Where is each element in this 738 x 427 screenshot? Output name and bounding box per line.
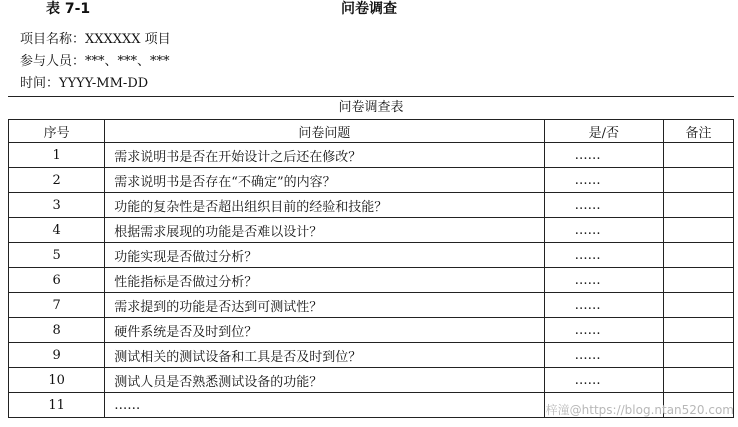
- row-question: 根据需求展现的功能是否难以设计？: [105, 218, 544, 243]
- column-header-yes-no: 是/否: [544, 120, 663, 143]
- project-value: XXXXXX 项目: [85, 32, 171, 47]
- participants-value: ***、***、***: [85, 54, 170, 69]
- row-note: [664, 318, 734, 343]
- table-row: [9, 293, 734, 318]
- row-note: [664, 268, 734, 293]
- header: [0, 0, 738, 22]
- row-question: 功能实现是否做过分析？: [105, 243, 544, 268]
- row-question: 需求提到的功能是否达到可测试性？: [105, 293, 544, 318]
- row-number: 2: [9, 168, 105, 193]
- row-number: 3: [9, 193, 105, 218]
- time-label: 时间：: [20, 76, 60, 91]
- row-answer: ……: [544, 243, 663, 268]
- row-number: 10: [9, 368, 105, 393]
- row-question: 硬件系统是否及时到位？: [105, 318, 544, 343]
- row-number: 1: [9, 143, 105, 168]
- row-note: [664, 193, 734, 218]
- row-question: 需求说明书是否在开始设计之后还在修改？: [105, 143, 544, 168]
- row-note: [664, 368, 734, 393]
- row-answer: ……: [544, 343, 663, 368]
- table-row: [9, 343, 734, 368]
- table-caption: 问卷调查表: [338, 100, 404, 115]
- table-row: [9, 218, 734, 243]
- row-number: 6: [9, 268, 105, 293]
- time-line: [20, 72, 148, 91]
- column-header-note: 备注: [664, 120, 734, 143]
- document-title: 问卷调查: [341, 1, 397, 17]
- row-question: 测试人员是否熟悉测试设备的功能？: [105, 368, 544, 393]
- row-answer: ……: [544, 368, 663, 393]
- row-answer: ……: [544, 268, 663, 293]
- row-answer: ……: [544, 218, 663, 243]
- table-row: [9, 193, 734, 218]
- column-header-question: 问卷问题: [105, 120, 544, 143]
- project-name-line: [20, 28, 171, 47]
- row-question: ……: [105, 393, 544, 418]
- table-header-row: [9, 120, 734, 143]
- table-row: [9, 143, 734, 168]
- row-number: 4: [9, 218, 105, 243]
- row-question: 功能的复杂性是否超出组织目前的经验和技能？: [105, 193, 544, 218]
- project-label: 项目名称：: [20, 32, 86, 47]
- row-answer: ……: [544, 318, 663, 343]
- table-row: [9, 318, 734, 343]
- watermark: 梓潼@https://blog.ntan520.com: [545, 403, 734, 417]
- row-question: 需求说明书是否存在“不确定”的内容？: [105, 168, 544, 193]
- survey-table: [8, 119, 734, 418]
- row-number: 9: [9, 343, 105, 368]
- table-row: [9, 168, 734, 193]
- row-note: [664, 243, 734, 268]
- row-question: 测试相关的测试设备和工具是否及时到位？: [105, 343, 544, 368]
- row-answer: ……: [544, 143, 663, 168]
- table-row: [9, 268, 734, 293]
- row-note: [664, 143, 734, 168]
- row-answer: ……: [544, 168, 663, 193]
- column-header-number: 序号: [9, 120, 105, 143]
- row-number: 5: [9, 243, 105, 268]
- row-answer: ……: [544, 193, 663, 218]
- participants-label: 参与人员：: [20, 54, 86, 69]
- row-number: 11: [9, 393, 105, 418]
- table-row: [9, 368, 734, 393]
- participants-line: [20, 50, 170, 69]
- row-note: [664, 343, 734, 368]
- row-number: 8: [9, 318, 105, 343]
- row-answer: ……: [544, 293, 663, 318]
- row-number: 7: [9, 293, 105, 318]
- row-note: [664, 293, 734, 318]
- row-note: [664, 168, 734, 193]
- table-number: 表 7-1: [46, 1, 91, 17]
- table-row: [9, 243, 734, 268]
- time-value: YYYY-MM-DD: [59, 76, 149, 91]
- row-question: 性能指标是否做过分析？: [105, 268, 544, 293]
- row-note: [664, 218, 734, 243]
